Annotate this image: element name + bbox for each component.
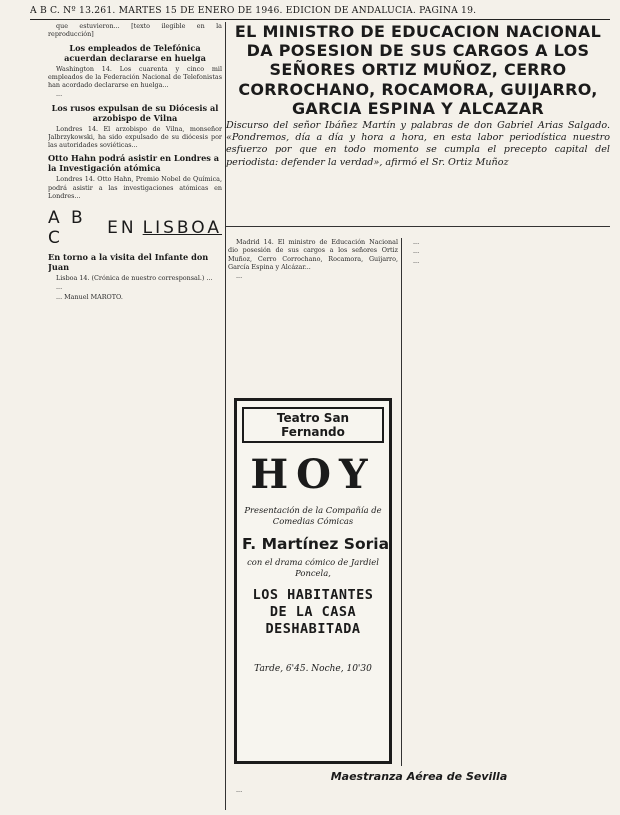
abc-en-lisboa-banner [48, 208, 222, 248]
article-body: ... [56, 90, 63, 99]
ad-company-name: F. Martínez Soria [242, 535, 390, 553]
article-body: Lisboa 14. (Crónica de nuestro corresponsal.) ... [56, 274, 213, 282]
article-heading-telefonica: Los empleados de Telefónica acuerdan declararse en huelga [64, 42, 206, 63]
top-rule [30, 19, 610, 20]
ad-theatre-name: Teatro San Fernando [242, 407, 384, 443]
article-signature: ... Manuel MAROTO. [56, 292, 123, 301]
left-column [48, 22, 222, 812]
right-column [405, 238, 610, 766]
article-body: ... [56, 283, 63, 292]
article-body: ... [413, 247, 420, 256]
article-body: Londres 14. Otto Hahn, Premio Nobel de Química, podrá asistir a las investigaciones atómicas en Londres... [48, 175, 222, 200]
maestranza-body: ... [236, 786, 243, 794]
article-body: Madrid 14. El ministro de Educación Nacional dio posesión de sus cargos a los señores Ortiz Muñoz, Cerro Corrochano, Rocamora, Guijarro, García Espina y Alcázar... [228, 238, 398, 271]
abc-text: A B C [48, 208, 86, 248]
article-body: ... [413, 238, 420, 246]
middle-column [228, 238, 398, 390]
headline-deck: Discurso del señor Ibáñez Martín y palabras de don Gabriel Arias Salgado. «Pondremos, día a día y hora a hora, en esta labor periodística nuestro esfuerzo por que en todo momento se cumpla el precepto capital del periodista: defender la verdad», afirmó el Sr. Ortiz Muñoz [226, 120, 610, 168]
page-folio: A B C. Nº 13.261. MARTES 15 DE ENERO DE 1946. EDICION DE ANDALUCIA. PAGINA 19. [30, 5, 477, 16]
article-body: Washington 14. Los cuarenta y cinco mil empleados de la Federación Nacional de Telefonistas han acordado declararse en huelga... [48, 64, 222, 89]
maestranza-heading: Maestranza Aérea de Sevilla [330, 770, 508, 783]
ad-showtimes: Tarde, 6'45. Noche, 10'30 [254, 664, 372, 674]
intro-paragraph: que estuvieron... [texto ilegible en la reproducción] [48, 22, 222, 39]
article-heading-infante: En torno a la visita del Infante don Juan [48, 252, 209, 272]
deck-rule [226, 226, 610, 227]
article-body: ... [413, 256, 420, 265]
article-heading-vilna: Los rusos expulsan de su Diócesis al arzobispo de Vilna [51, 102, 219, 123]
article-body: ... [236, 272, 243, 280]
ad-hoy: HOY [250, 451, 376, 498]
article-body: Londres 14. El arzobispo de Vilna, monseñor Jalbrzykowski, ha sido expulsado de su diócesis por las autoridades soviéticas... [48, 124, 222, 149]
ad-play-title: LOS HABITANTES DE LA CASA DESHABITADA [252, 587, 374, 637]
ad-drama-line: con el drama cómico de Jardiel Poncela, [247, 557, 379, 578]
main-headline: EL MINISTRO DE EDUCACION NACIONAL DA POSESION DE SUS CARGOS A LOS SEÑORES ORTIZ MUÑOZ, CERRO CORROCHANO, ROCAMORA, GUIJARRO, GARCIA ESPINA Y ALCAZAR [234, 22, 602, 118]
article-heading-otto-hahn: Otto Hahn podrá asistir en Londres a la Investigación atómica [48, 153, 220, 174]
ad-presentation: Presentación de la Compañía de Comedias Cómicas [244, 505, 382, 526]
en-text: EN [107, 218, 137, 238]
theatre-advertisement [234, 398, 392, 764]
column-divider [401, 238, 402, 766]
lisboa-text: LISBOA [142, 218, 222, 238]
